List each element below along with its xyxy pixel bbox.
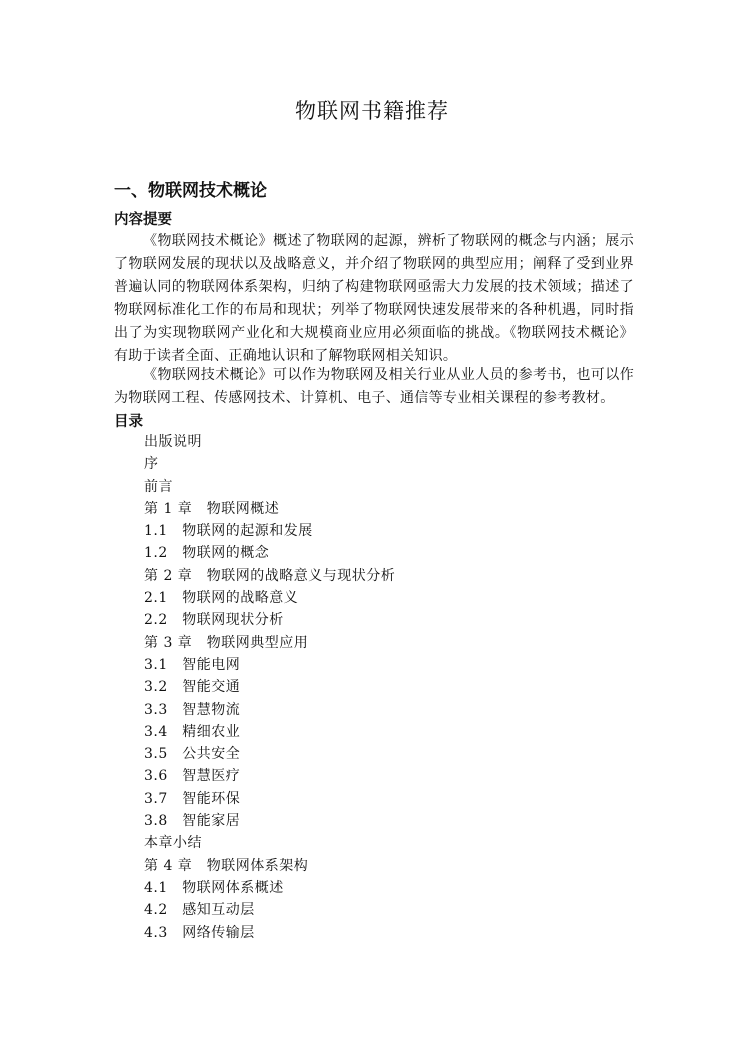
toc-item: 第 3 章 物联网典型应用 — [144, 634, 309, 651]
toc-item: 4.1 物联网体系概述 — [144, 879, 284, 896]
summary-paragraph-1: 《物联网技术概论》概述了物联网的起源，辨析了物联网的概念与内涵；展示了物联网发展的现状以及战略意义，并介绍了物联网的典型应用；阐释了受到业界普遍认同的物联网体系架构，归纳了构建物联网亟需大力发展的技术领域；描述了物联网标准化工作的布局和现状；列举了物联网快速发展带来的各种机遇，同时指出了为实现物联网产业化和大规模商业应用必须面临的挑战。《物联网技术概论》有助于读者全面、正确地认识和了解物联网相关知识。 — [114, 233, 634, 364]
toc-item: 前言 — [144, 478, 173, 495]
toc-item: 出版说明 — [144, 434, 202, 450]
toc-item: 第 2 章 物联网的战略意义与现状分析 — [144, 567, 396, 584]
toc-item: 2.1 物联网的战略意义 — [144, 590, 299, 607]
section-heading: 一、物联网技术概论 — [114, 181, 267, 201]
toc-item: 3.1 智能电网 — [144, 656, 241, 673]
toc-item: 3.6 智慧医疗 — [144, 768, 241, 785]
toc-item: 3.7 智能环保 — [144, 790, 241, 807]
page-title: 物联网书籍推荐 — [295, 99, 449, 123]
toc-item: 4.3 网络传输层 — [144, 924, 255, 941]
toc-item: 3.4 精细农业 — [144, 723, 241, 740]
toc-item: 第 4 章 物联网体系架构 — [144, 857, 309, 874]
toc-item: 1.2 物联网的概念 — [144, 545, 270, 562]
summary-paragraph-2: 《物联网技术概论》可以作为物联网及相关行业从业人员的参考书，也可以作为物联网工程、传感网技术、计算机、电子、通信等专业相关课程的参考教材。 — [114, 367, 634, 406]
toc-item: 本章小结 — [144, 835, 202, 852]
toc-item: 3.5 公共安全 — [144, 746, 241, 763]
toc-item: 2.2 物联网现状分析 — [144, 612, 284, 629]
toc-heading: 目录 — [114, 414, 143, 430]
toc-item: 3.2 智能交通 — [144, 679, 241, 696]
toc-item: 1.1 物联网的起源和发展 — [144, 523, 313, 540]
toc-item: 3.8 智能家居 — [144, 813, 241, 830]
toc-item: 第 1 章 物联网概述 — [144, 500, 280, 517]
toc-item: 3.3 智慧物流 — [144, 701, 241, 718]
toc-item: 4.2 感知互动层 — [144, 902, 255, 919]
toc-item: 序 — [144, 456, 159, 473]
table-of-contents — [144, 431, 395, 944]
summary-heading: 内容提要 — [114, 212, 172, 228]
